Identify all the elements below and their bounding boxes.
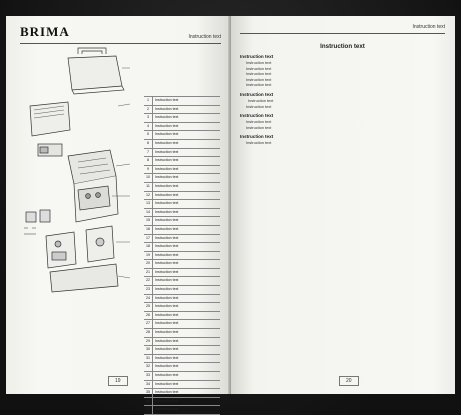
parts-row xyxy=(144,192,220,201)
subsection-heading: Instruction text xyxy=(240,113,274,119)
part-name: Instruction text xyxy=(155,269,179,274)
part-name: Instruction text xyxy=(155,166,179,171)
part-number: 25 xyxy=(144,303,153,311)
parts-row xyxy=(144,131,220,140)
part-name: Instruction text xyxy=(155,304,179,309)
parts-row xyxy=(144,398,220,407)
part-number: 15 xyxy=(144,217,153,225)
parts-row xyxy=(144,286,220,295)
right-page-body xyxy=(240,54,445,146)
parts-row xyxy=(144,312,220,321)
bullet-paragraph: Instruction text xyxy=(246,124,272,130)
part-name: Instruction text xyxy=(155,373,179,377)
subsection-heading: Instruction text xyxy=(240,134,274,140)
part-name: Instruction text xyxy=(155,244,179,249)
part-number: 37 xyxy=(144,406,153,414)
part-number: 24 xyxy=(144,295,153,303)
part-name: Instruction text xyxy=(155,287,179,292)
parts-row xyxy=(144,174,220,183)
parts-row xyxy=(144,363,220,372)
part-number: 17 xyxy=(144,235,153,243)
part-name: Instruction text xyxy=(155,390,179,395)
part-number: 26 xyxy=(144,312,153,320)
part-number: 14 xyxy=(144,209,153,217)
exploded-view-diagram xyxy=(20,46,130,294)
parts-row xyxy=(144,338,220,347)
handle-inner xyxy=(82,51,102,54)
part-name: Instruction text xyxy=(155,226,179,231)
parts-row xyxy=(144,157,220,166)
part-name: Instruction text xyxy=(155,330,179,335)
part-number: 2 xyxy=(144,106,153,114)
part-number: 8 xyxy=(144,157,153,165)
parts-row xyxy=(144,217,220,226)
parts-row xyxy=(144,372,220,381)
section-title: Instruction text xyxy=(320,43,365,50)
parts-row xyxy=(144,303,220,312)
part-number: 31 xyxy=(144,355,153,363)
parts-row xyxy=(144,106,220,115)
left-header-subtitle: Instruction text xyxy=(188,34,221,40)
part-name: Instruction text xyxy=(155,338,179,343)
part-name: Instruction text xyxy=(155,123,179,128)
right-header-text: Instruction text xyxy=(412,24,445,30)
part-name: Instruction text xyxy=(155,312,179,317)
part-name: Instruction text xyxy=(155,98,179,102)
part-name: Instruction text xyxy=(155,295,179,300)
part-name: Instruction text xyxy=(155,209,179,214)
left-page-header xyxy=(20,24,221,44)
parts-row xyxy=(144,183,220,192)
part-number: 19 xyxy=(144,252,153,260)
parts-row xyxy=(144,235,220,244)
left-page xyxy=(6,16,230,412)
part-number: 13 xyxy=(144,200,153,208)
parts-row xyxy=(144,277,220,286)
part-name: Instruction text xyxy=(155,106,179,111)
bullet-paragraph: Instruction text xyxy=(246,140,272,146)
parts-row xyxy=(144,140,220,149)
part-number: 32 xyxy=(144,363,153,371)
parts-row xyxy=(144,200,220,209)
part-number: 36 xyxy=(144,398,153,406)
part-name: Instruction text xyxy=(155,192,179,197)
parts-row xyxy=(144,269,220,278)
part-name: Instruction text xyxy=(155,183,179,188)
parts-row xyxy=(144,123,220,132)
part-name: Instruction text xyxy=(155,278,179,283)
right-page xyxy=(231,16,455,394)
part-number: 12 xyxy=(144,192,153,200)
parts-row xyxy=(144,166,220,175)
part-number: 10 xyxy=(144,174,153,182)
parts-row xyxy=(144,252,220,261)
part-name: Instruction text xyxy=(155,175,179,180)
part-number: 21 xyxy=(144,269,153,277)
bullet-paragraph: Instruction text xyxy=(246,71,272,77)
part-number: 7 xyxy=(144,149,153,157)
part-number: 18 xyxy=(144,243,153,251)
parts-row xyxy=(144,260,220,269)
brand-logo: BRIMA xyxy=(20,24,70,39)
part-name: Instruction text xyxy=(155,158,179,163)
left-page-number: 19 xyxy=(108,376,128,386)
parts-row xyxy=(144,329,220,338)
circuit-board-part xyxy=(78,186,110,210)
front-panel-part xyxy=(46,232,76,268)
small-part-left xyxy=(26,212,36,222)
right-page-number: 20 xyxy=(339,376,359,386)
part-name: Instruction text xyxy=(155,381,179,386)
part-number: 23 xyxy=(144,286,153,294)
right-page-header xyxy=(240,24,445,34)
part-name: Instruction text xyxy=(155,132,179,137)
base-part xyxy=(50,264,118,292)
part-number: 20 xyxy=(144,260,153,268)
parts-row xyxy=(144,320,220,329)
parts-row xyxy=(144,243,220,252)
parts-row xyxy=(144,406,220,415)
parts-list-table xyxy=(144,96,220,415)
bullet-paragraph: Instruction text xyxy=(246,65,272,71)
part-number: 11 xyxy=(144,183,153,191)
parts-row xyxy=(144,149,220,158)
part-number: 4 xyxy=(144,123,153,131)
parts-row xyxy=(144,226,220,235)
part-number: 28 xyxy=(144,329,153,337)
open-manual xyxy=(6,16,455,412)
part-number: 33 xyxy=(144,372,153,380)
part-name: Instruction text xyxy=(155,218,179,223)
bullet-paragraph: Instruction text xyxy=(246,103,272,109)
part-name: Instruction text xyxy=(155,398,179,403)
parts-row xyxy=(144,114,220,123)
part-number: 27 xyxy=(144,320,153,328)
parts-row xyxy=(144,355,220,364)
part-number: 5 xyxy=(144,131,153,139)
part-name: Instruction text xyxy=(155,115,179,120)
part-number: 30 xyxy=(144,346,153,354)
part-name: Instruction text xyxy=(155,140,179,145)
part-name: Instruction text xyxy=(155,149,179,154)
part-name: Instruction text xyxy=(155,407,179,412)
part-name: Instruction text xyxy=(155,252,179,257)
part-number: 9 xyxy=(144,166,153,174)
part-number: 1 xyxy=(144,97,153,105)
body-paragraph: Instruction text xyxy=(248,97,274,103)
part-name: Instruction text xyxy=(155,261,179,266)
parts-row xyxy=(144,97,220,106)
part-name: Instruction text xyxy=(155,321,179,326)
bullet-paragraph: Instruction text xyxy=(246,76,272,82)
part-name: Instruction text xyxy=(155,347,179,352)
part-name: Instruction text xyxy=(155,235,179,240)
bullet-paragraph: Instruction text xyxy=(246,119,272,125)
subsection-heading: Instruction text xyxy=(240,91,274,97)
part-number: 16 xyxy=(144,226,153,234)
bullet-paragraph: Instruction text xyxy=(246,82,272,88)
parts-row xyxy=(144,346,220,355)
part-number: 34 xyxy=(144,381,153,389)
part-number: 35 xyxy=(144,389,153,397)
top-cover-part xyxy=(68,56,122,90)
part-number: 22 xyxy=(144,277,153,285)
part-name: Instruction text xyxy=(155,201,179,206)
parts-row xyxy=(144,381,220,390)
subsection-heading: Instruction text xyxy=(240,54,274,59)
part-name: Instruction text xyxy=(155,355,179,360)
part-number: 6 xyxy=(144,140,153,148)
parts-row xyxy=(144,209,220,218)
side-panel-part xyxy=(30,102,70,136)
parts-row xyxy=(144,389,220,398)
bullet-paragraph: Instruction text xyxy=(246,60,272,65)
part-number: 3 xyxy=(144,114,153,122)
parts-row xyxy=(144,295,220,304)
part-number: 29 xyxy=(144,338,153,346)
part-name: Instruction text xyxy=(155,364,179,369)
